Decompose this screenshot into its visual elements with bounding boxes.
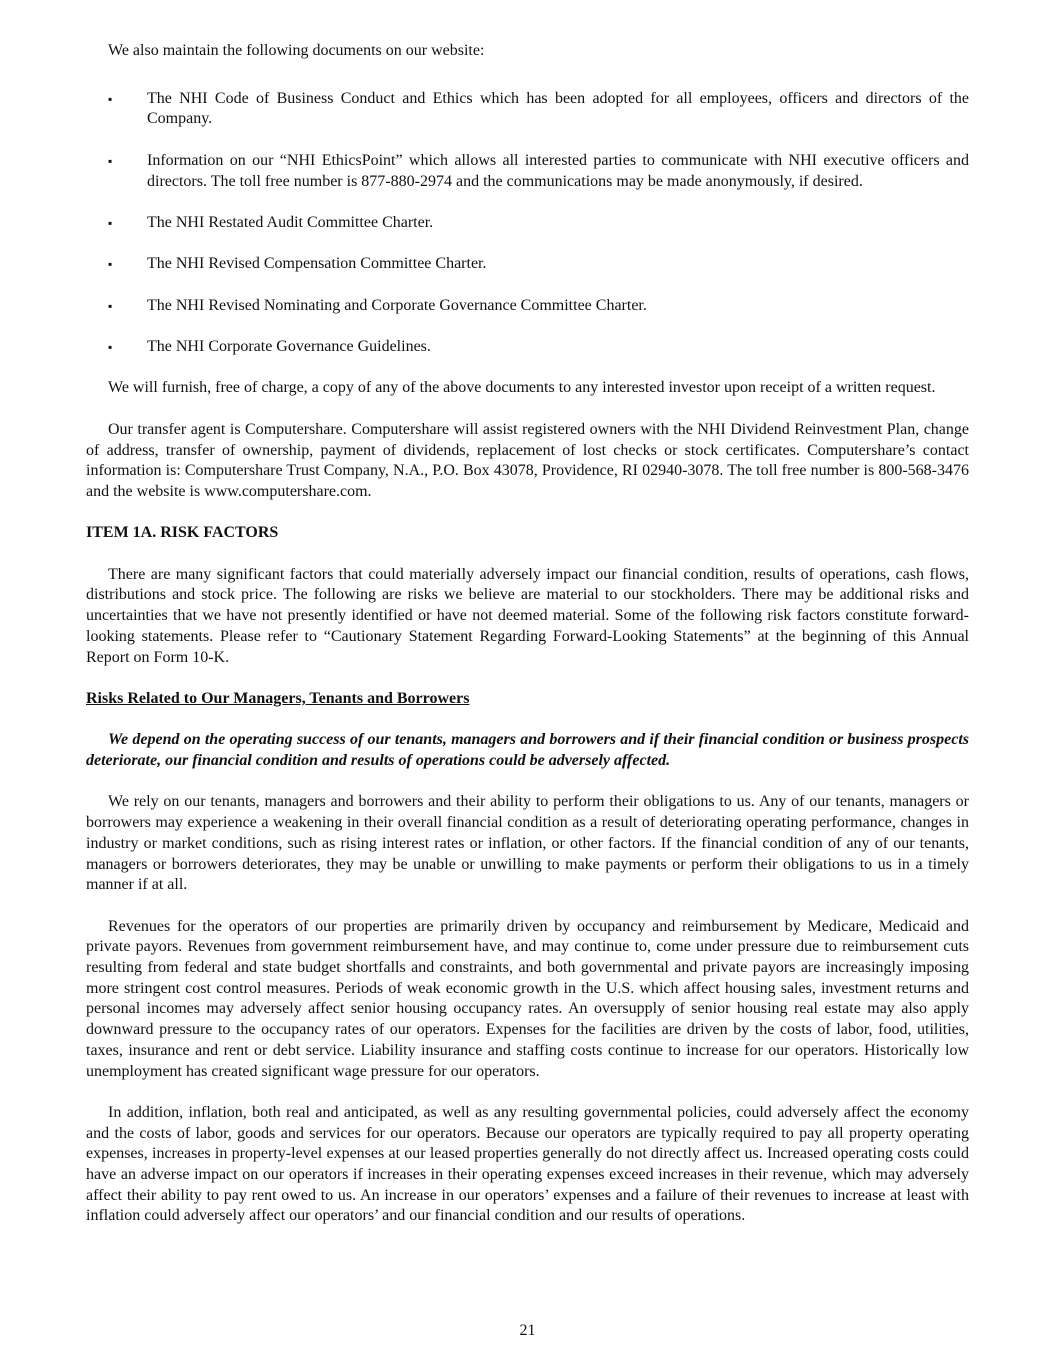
subsection-heading: Risks Related to Our Managers, Tenants and Borrowers <box>86 689 470 707</box>
furnish-paragraph: We will furnish, free of charge, a copy of any of the above documents to any interested investor upon receipt of a written request. <box>108 379 936 397</box>
section-heading: ITEM 1A. RISK FACTORS <box>86 524 279 542</box>
document-page <box>86 41 969 1248</box>
documents-list <box>86 89 969 358</box>
list-item-text: The NHI Corporate Governance Guidelines. <box>147 338 431 356</box>
list-item-text: Information on our “NHI EthicsPoint” which allows all interested parties to communicate with NHI executive officers and directors. The toll free number is 877-880-2974 and the communications may be made anonymously, if desired. <box>147 151 969 190</box>
risk-intro-paragraph: There are many significant factors that could materially adversely impact our financial condition, results of operations, cash flows, distributions and stock price. The following are risks we believe are material to our stockholders. There may be additional risks and uncertainties that we have not presently identified or have not deemed material. Some of the following risk factors constitute forward-looking statements. Please refer to “Cautionary Statement Regarding Forward-Looking Statements” at the beginning of this Annual Report on Form 10-K. <box>86 565 969 666</box>
risk-heading: We depend on the operating success of our tenants, managers and borrowers and if their financial condition or business prospects deteriorate, our financial condition and results of operations could be adversely affected. <box>86 731 969 770</box>
list-item-text: The NHI Revised Nominating and Corporate Governance Committee Charter. <box>147 296 647 314</box>
list-item <box>86 296 969 317</box>
list-item <box>86 254 969 275</box>
bullet-icon: ▪ <box>108 91 113 106</box>
page-number: 21 <box>519 1322 536 1339</box>
bullet-icon: ▪ <box>108 340 113 355</box>
revenues-paragraph: Revenues for the operators of our properties are primarily driven by occupancy and reimbursement by Medicare, Medicaid and private payors. Revenues from government reimbursement have, and may continue to, come under pressure due to reimbursement cuts resulting from federal and state budget shortfalls and constraints, and both governmental and private payors are increasingly imposing more stringent cost control measures. Periods of weak economic growth in the U.S. which affect housing sales, investment returns and personal incomes may adversely affect senior housing occupancy rates. An oversupply of senior housing real estate may also apply downward pressure to the occupancy rates of our operators. Expenses for the facilities are driven by the costs of labor, food, utilities, taxes, insurance and rent or debt service. Liability insurance and staffing costs continue to increase for our operators. Historically low unemployment has created significant wage pressure for our operators. <box>86 917 969 1080</box>
bullet-icon: ▪ <box>108 215 113 230</box>
inflation-paragraph: In addition, inflation, both real and anticipated, as well as any resulting governmental policies, could adversely affect the economy and the costs of labor, goods and services for our operators. Because our operators are typically required to pay all property operating expenses, increases in property-level expenses at our leased properties generally do not directly affect us. Increased operating costs could have an adverse impact on our operators if increases in their operating expenses exceed increases in their revenue, which may adversely affect their ability to pay rent owed to us. An increase in our operators’ expenses and a failure of their revenues to increase at least with inflation could adversely affect our operators’ and our financial condition and our results of operations. <box>86 1103 969 1225</box>
list-item <box>86 337 969 358</box>
intro-paragraph: We also maintain the following documents on our website: <box>108 42 485 59</box>
bullet-icon: ▪ <box>108 298 113 313</box>
transfer-agent-paragraph: Our transfer agent is Computershare. Computershare will assist registered owners with the NHI Dividend Reinvestment Plan, change of address, transfer of ownership, payment of dividends, replacement of lost checks or stock certificates. Computershare’s contact information is: Computershare Trust Company, N.A., P.O. Box 43078, Providence, RI 02940-3078. The toll free number is 800-568-3476 and the website is www.computershare.com. <box>86 420 969 500</box>
list-item <box>86 213 969 234</box>
rely-paragraph: We rely on our tenants, managers and borrowers and their ability to perform their obligations to us. Any of our tenants, managers or borrowers may experience a weakening in their overall financial condition as a result of deteriorating operating performance, changes in industry or market conditions, such as rising interest rates or inflation, or other factors. If the financial condition of any of our tenants, managers or borrowers deteriorates, they may be unable or unwilling to make payments or perform their obligations to us in a timely manner if at all. <box>86 793 969 894</box>
list-item-text: The NHI Revised Compensation Committee Charter. <box>147 255 487 273</box>
bullet-icon: ▪ <box>108 153 113 168</box>
bullet-icon: ▪ <box>108 257 113 272</box>
list-item <box>86 151 969 192</box>
list-item-text: The NHI Code of Business Conduct and Ethics which has been adopted for all employees, officers and directors of the Company. <box>147 89 969 128</box>
list-item-text: The NHI Restated Audit Committee Charter. <box>147 213 434 231</box>
list-item <box>86 89 969 130</box>
